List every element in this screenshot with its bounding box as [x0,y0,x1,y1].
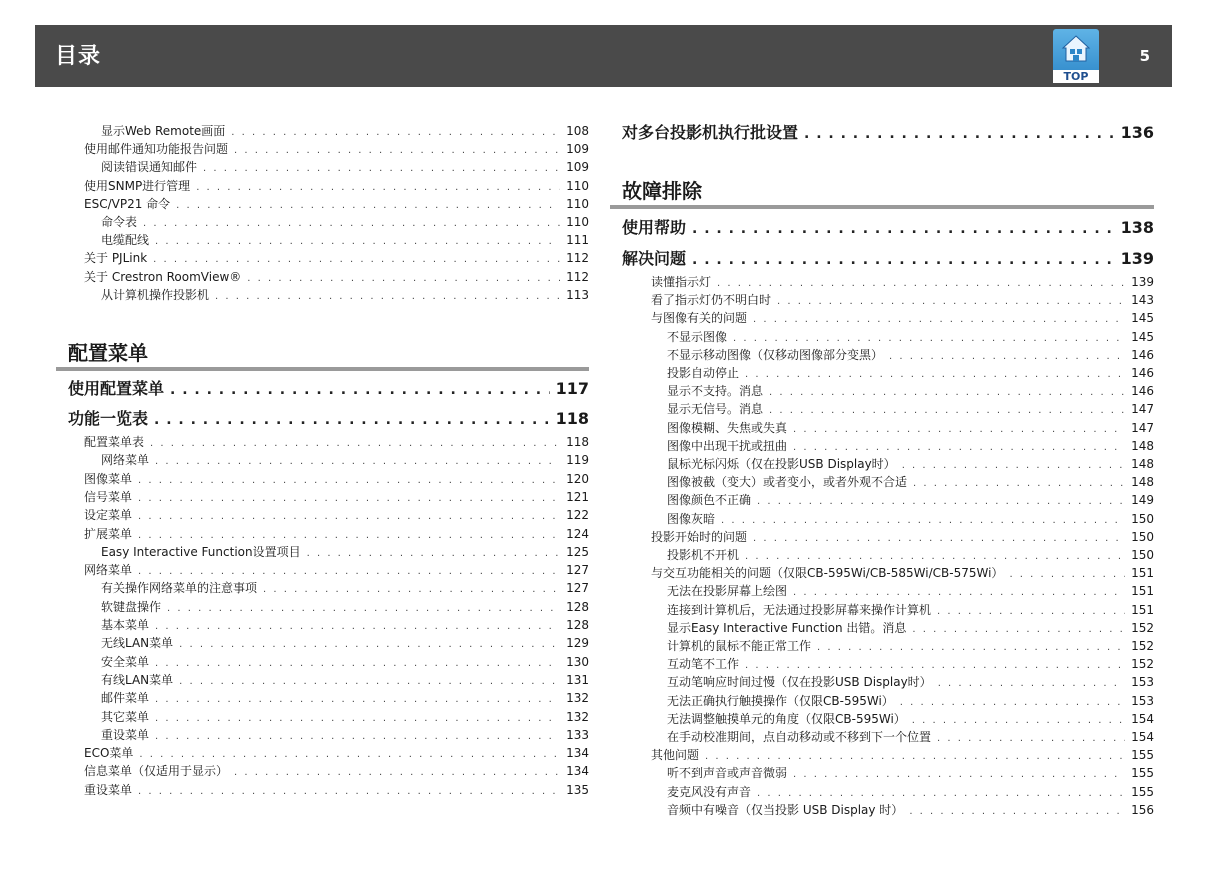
toc-page-number: 148 [1131,438,1154,453]
toc-leader-dots [138,509,560,525]
toc-page-number: 127 [566,563,589,578]
toc-page-number: 153 [1131,693,1154,708]
toc-page-number: 130 [566,654,589,669]
toc-page-number: 146 [1131,366,1154,380]
toc-page-number: 138 [1120,218,1154,237]
toc-page-number: 109 [566,142,589,157]
toc-page-number: 124 [566,526,589,541]
toc-entry-label: 使用帮助 [622,218,687,237]
toc-entry-label: 投影自动停止 [667,366,740,380]
toc-entry-label: 使用邮件通知功能报告问题 [84,142,229,157]
toc-entry[interactable] [667,365,1154,383]
toc-entry[interactable] [667,693,1154,711]
toc-leader-dots [215,289,560,305]
toc-leader-dots [138,528,560,544]
toc-page-number: 139 [1120,249,1154,268]
toc-page-number: 136 [1120,123,1154,142]
toc-entry-label: 使用SNMP进行管理 [84,178,191,193]
toc-page-number: 156 [1131,802,1154,817]
toc-entry-label: 不显示移动图像（仅移动图像部分变黑） [667,347,884,362]
toc-entry-label: 图像颜色不正确 [667,493,752,508]
toc-leader-dots [705,749,1125,765]
toc-page-number: 134 [566,764,589,779]
toc-leader-dots [170,380,550,400]
toc-page-number: 112 [566,269,589,284]
toc-leader-dots [804,124,1115,144]
toc-entry[interactable] [101,635,589,653]
toc-leader-dots [154,410,550,430]
toc-leader-dots [757,494,1125,510]
toc-entry[interactable] [84,507,589,525]
toc-entry[interactable] [667,711,1154,729]
toc-entry[interactable] [651,747,1154,765]
toc-entry[interactable] [667,474,1154,492]
toc-leader-dots [167,601,560,617]
toc-page-number: 110 [566,215,589,229]
toc-leader-dots [793,440,1125,456]
toc-leader-dots [938,676,1125,692]
toc-page-number: 152 [1131,620,1154,635]
toc-entry[interactable] [667,583,1154,601]
toc-leader-dots [263,582,560,598]
toc-entry-label: 网络菜单 [101,453,150,468]
toc-page-number: 147 [1131,420,1154,435]
toc-page-number: 128 [566,599,589,614]
toc-heading-entry[interactable] [622,249,1154,270]
toc-entry-label: 软键盘操作 [101,599,162,614]
toc-entry-label: 投影机不开机 [667,548,740,562]
toc-entry[interactable] [667,511,1154,529]
toc-entry[interactable] [651,292,1154,310]
toc-heading-entry[interactable] [622,218,1154,239]
toc-entry-label: 麦克风没有声音 [667,784,752,799]
toc-leader-dots [902,458,1125,474]
toc-leader-dots [937,604,1125,620]
toc-leader-dots [753,312,1125,328]
toc-page-number: 148 [1131,457,1154,471]
toc-entry-label: 显示Easy Interactive Function 出错。消息 [667,620,907,635]
toc-leader-dots [307,546,560,562]
toc-entry-label: 关于 PJLink [84,251,148,266]
toc-leader-dots [733,331,1125,347]
toc-page-number: 108 [566,124,589,138]
toc-entry[interactable] [101,672,589,690]
toc-page-number: 117 [555,379,589,398]
toc-entry[interactable] [101,159,589,177]
toc-entry[interactable] [101,709,589,727]
toc-leader-dots [179,637,560,653]
toc-page-number: 151 [1131,602,1154,617]
toc-leader-dots [769,385,1125,401]
toc-entry[interactable] [101,599,589,617]
page-header [35,25,1172,87]
toc-leader-dots [138,564,560,580]
toc-entry-label: 无法调整触摸单元的角度（仅限CB-595Wi） [667,711,906,726]
toc-entry[interactable] [84,763,589,781]
toc-page-number: 151 [1131,584,1154,599]
toc-page-number: 109 [566,160,589,175]
toc-entry[interactable] [84,489,589,507]
toc-entry[interactable] [667,729,1154,747]
toc-leader-dots [753,531,1125,547]
toc-page-number: 148 [1131,475,1154,490]
toc-entry[interactable] [667,456,1154,474]
toc-entry-label: 关于 Crestron RoomView® [84,269,242,284]
toc-page-number: 145 [1131,329,1154,344]
toc-entry-label: 听不到声音或声音微弱 [667,766,788,781]
toc-entry-label: 使用配置菜单 [68,379,165,398]
toc-entry-label: 读懂指示灯 [651,275,712,289]
toc-page-number: 154 [1131,711,1154,726]
toc-page-number: 128 [566,618,589,632]
toc-leader-dots [793,585,1125,601]
toc-leader-dots [909,804,1125,820]
toc-entry[interactable] [667,438,1154,456]
toc-leader-dots [234,143,560,159]
toc-page-number: 146 [1131,347,1154,362]
toc-page-number: 145 [1131,311,1154,326]
toc-entry[interactable] [101,287,589,305]
toc-leader-dots [138,473,560,489]
toc-entry-label: 鼠标光标闪烁（仅在投影USB Display时） [667,457,896,471]
toc-leader-dots [913,476,1125,492]
toc-entry-label: 信息菜单（仅适用于显示） [84,764,229,779]
top-label: TOP [1053,70,1099,83]
toc-entry-label: 计算机的鼠标不能正常工作 [667,639,812,653]
toc-page-number: 155 [1131,748,1154,763]
section-divider [56,367,589,371]
toc-entry-label: 网络菜单 [84,563,133,578]
toc-leader-dots [692,250,1115,270]
toc-entry-label: 对多台投影机执行批设置 [622,123,799,142]
toc-page-number: 152 [1131,657,1154,672]
home-icon [1061,34,1091,64]
toc-page-number: 127 [566,581,589,596]
toc-leader-dots [155,234,560,250]
toc-page-number: 149 [1131,493,1154,508]
toc-entry-label: ECO菜单 [84,746,134,761]
toc-page-number: 154 [1131,730,1154,744]
toc-entry-label: 从计算机操作投影机 [101,287,210,302]
toc-entry[interactable] [101,452,589,470]
toc-leader-dots [153,252,560,268]
toc-entry-label: 安全菜单 [101,654,150,669]
toc-heading-entry[interactable] [68,379,589,400]
toc-entry[interactable] [101,727,589,745]
toc-entry[interactable] [84,471,589,489]
toc-entry-label: 互动笔不工作 [667,657,740,672]
toc-page-number: 132 [566,709,589,724]
toc-page-number: 121 [566,489,589,504]
toc-leader-dots [889,349,1125,365]
toc-page-number: 150 [1131,511,1154,526]
section-divider [610,205,1154,209]
toc-page-number: 155 [1131,784,1154,799]
toc-leader-dots [745,367,1125,383]
toc-leader-dots [176,198,560,214]
toc-page-number: 131 [566,672,589,687]
toc-entry[interactable] [84,250,589,268]
toc-leader-dots [138,784,560,800]
toc-entry-label: 电缆配线 [101,233,150,248]
toc-page-number: 129 [566,636,589,651]
toc-page-number: 134 [566,746,589,761]
toc-page-number: 147 [1131,402,1154,417]
toc-entry-label: 与交互功能相关的问题（仅限CB-595Wi/CB-585Wi/CB-575Wi） [651,566,1004,581]
toc-entry[interactable] [84,141,589,159]
toc-entry[interactable] [101,214,589,232]
toc-entry[interactable] [667,420,1154,438]
toc-leader-dots [793,767,1125,783]
toc-entry-label: 配置菜单表 [84,435,145,449]
page-title: 目录 [55,44,102,69]
toc-entry-label: 投影开始时的问题 [651,529,748,544]
toc-entry-label: 有关操作网络菜单的注意事项 [101,581,258,596]
toc-leader-dots [757,786,1125,802]
toc-entry-label: 显示无信号。消息 [667,402,764,417]
toc-entry-label: 音频中有噪音（仅当投影 USB Display 时） [667,802,904,817]
toc-heading-entry[interactable] [68,409,589,430]
toc-leader-dots [155,454,560,470]
toc-entry-label: 与图像有关的问题 [651,311,748,326]
toc-entry-label: 无法正确执行触摸操作（仅限CB-595Wi） [667,693,894,708]
toc-page-number: 120 [566,471,589,486]
toc-entry[interactable] [667,492,1154,510]
top-home-button[interactable] [1053,29,1099,83]
toc-leader-dots [769,403,1125,419]
toc-page-number: 111 [566,233,589,248]
toc-entry-label: Easy Interactive Function设置项目 [101,544,301,559]
toc-leader-dots [793,422,1125,438]
toc-page-number: 155 [1131,766,1154,781]
toc-leader-dots [138,491,560,507]
toc-entry[interactable] [84,434,589,452]
toc-page-number: 122 [566,508,589,523]
toc-leader-dots [745,658,1125,674]
toc-page-number: 133 [566,727,589,742]
toc-leader-dots [203,161,560,177]
toc-entry[interactable] [101,123,589,141]
toc-entry-label: 其他问题 [651,748,700,763]
toc-page-number: 119 [566,453,589,468]
toc-page-number: 150 [1131,529,1154,544]
toc-leader-dots [745,549,1125,565]
toc-entry[interactable] [651,310,1154,328]
toc-leader-dots [717,276,1125,292]
toc-entry[interactable] [84,269,589,287]
toc-entry-label: 基本菜单 [101,618,150,632]
toc-entry[interactable] [667,620,1154,638]
toc-page-number: 118 [555,409,589,428]
toc-leader-dots [721,513,1125,529]
toc-leader-dots [912,713,1125,729]
toc-page-number: 150 [1131,548,1154,562]
toc-entry[interactable] [667,656,1154,674]
toc-entry[interactable] [101,580,589,598]
toc-heading-entry[interactable] [622,123,1154,144]
toc-entry-label: 图像中出现干扰或扭曲 [667,438,788,453]
toc-leader-dots [777,294,1125,310]
toc-page-number: 110 [566,196,589,211]
toc-entry-label: 重设菜单 [84,782,133,797]
section-title: 配置菜单 [68,341,148,365]
toc-entry-label: 功能一览表 [68,409,149,428]
toc-page-number: 135 [566,782,589,797]
toc-entry-label: ESC/VP21 命令 [84,196,171,211]
toc-entry-label: 有线LAN菜单 [101,672,174,687]
toc-entry[interactable] [84,782,589,800]
toc-leader-dots [155,619,560,635]
toc-leader-dots [155,692,560,708]
toc-page-number: 146 [1131,384,1154,399]
toc-leader-dots [912,622,1125,638]
toc-page-number: 125 [566,544,589,559]
toc-entry[interactable] [84,745,589,763]
toc-entry-label: 扩展菜单 [84,526,133,541]
toc-entry[interactable] [667,329,1154,347]
toc-entry-label: 命令表 [101,215,138,229]
toc-entry-label: 设定菜单 [84,508,133,523]
toc-leader-dots [231,125,560,141]
toc-entry[interactable] [667,638,1154,656]
toc-entry[interactable] [84,562,589,580]
toc-entry[interactable] [651,529,1154,547]
toc-entry[interactable] [667,784,1154,802]
toc-entry-label: 解决问题 [622,249,687,268]
toc-leader-dots [234,765,560,781]
toc-page-number: 118 [566,435,589,449]
toc-entry[interactable] [667,383,1154,401]
toc-entry-label: 信号菜单 [84,489,133,504]
toc-leader-dots [143,216,560,232]
toc-leader-dots [937,731,1125,747]
toc-entry[interactable] [101,654,589,672]
toc-leader-dots [155,656,560,672]
toc-entry[interactable] [101,544,589,562]
toc-entry-label: 图像菜单 [84,471,133,486]
toc-entry-label: 连接到计算机后，无法通过投影屏幕来操作计算机 [667,602,932,617]
toc-entry[interactable] [101,690,589,708]
toc-entry[interactable] [667,765,1154,783]
toc-entry[interactable] [84,526,589,544]
toc-page-number: 132 [566,691,589,706]
toc-entry-label: 不显示图像 [667,329,728,344]
toc-entry-label: 显示Web Remote画面 [101,124,226,138]
toc-entry-label: 显示不支持。消息 [667,384,764,399]
toc-entry[interactable] [667,602,1154,620]
toc-entry-label: 无线LAN菜单 [101,636,174,651]
toc-page-number: 152 [1131,639,1154,653]
toc-entry-label: 在手动校准期间，点自动移动或不移到下一个位置 [667,730,932,744]
toc-leader-dots [179,674,560,690]
toc-page-number: 113 [566,287,589,302]
toc-entry-label: 重设菜单 [101,727,150,742]
toc-entry-label: 其它菜单 [101,709,150,724]
toc-entry[interactable] [667,802,1154,820]
toc-entry[interactable] [667,674,1154,692]
toc-entry-label: 无法在投影屏幕上绘图 [667,584,788,599]
toc-entry[interactable] [101,617,589,635]
toc-entry-label: 阅读错误通知邮件 [101,160,198,175]
toc-leader-dots [155,711,560,727]
toc-leader-dots [196,180,560,196]
toc-entry-label: 看了指示灯仍不明白时 [651,293,772,308]
toc-page-number: 110 [566,178,589,193]
toc-leader-dots [139,747,560,763]
toc-leader-dots [150,436,560,452]
toc-page-number: 153 [1131,675,1154,690]
toc-entry-label: 图像灰暗 [667,511,716,526]
toc-leader-dots [817,640,1125,656]
toc-page-number: 139 [1131,275,1154,289]
toc-entry-label: 互动笔响应时间过慢（仅在投影USB Display时） [667,675,932,690]
toc-entry[interactable] [667,347,1154,365]
toc-entry[interactable] [651,274,1154,292]
section-title: 故障排除 [622,179,702,203]
toc-entry-label: 图像被截（变大）或者变小，或者外观不合适 [667,475,908,490]
toc-leader-dots [247,271,560,287]
toc-entry[interactable] [84,196,589,214]
toc-leader-dots [692,219,1115,239]
toc-entry[interactable] [667,401,1154,419]
page-number: 5 [1139,47,1150,65]
toc-entry[interactable] [101,232,589,250]
toc-leader-dots [1009,567,1125,583]
toc-entry[interactable] [84,178,589,196]
toc-entry-label: 图像模糊、失焦或失真 [667,420,788,435]
toc-page-number: 112 [566,251,589,266]
toc-entry-label: 邮件菜单 [101,691,150,706]
toc-leader-dots [900,695,1125,711]
toc-entry[interactable] [651,565,1154,583]
toc-page-number: 143 [1131,293,1154,308]
toc-leader-dots [155,729,560,745]
toc-page-number: 151 [1131,566,1154,581]
toc-entry[interactable] [667,547,1154,565]
